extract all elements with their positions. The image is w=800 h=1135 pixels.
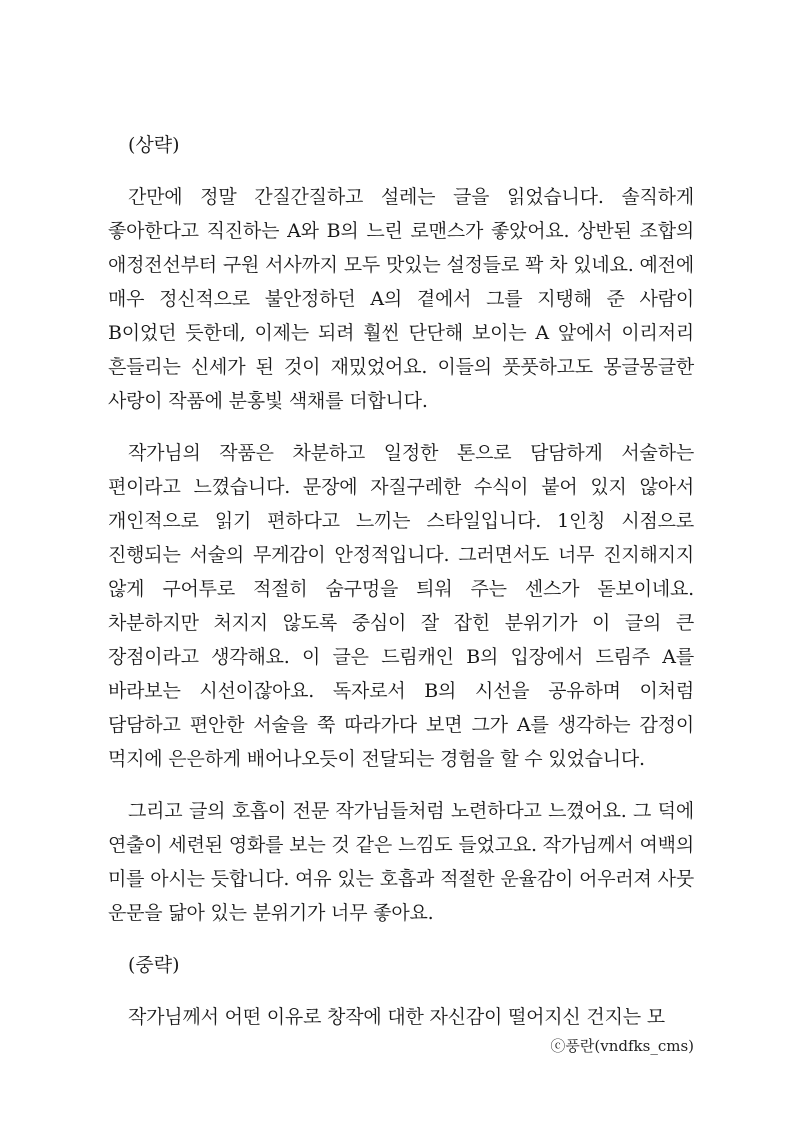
copyright-footer: ⓒ풍란(vndfks_cms) <box>550 1037 694 1055</box>
paragraph-1: 간만에 정말 간질간질하고 설레는 글을 읽었습니다. 솔직하게 좋아한다고 직진하는 A와 B의 느린 로맨스가 좋았어요. 상반된 조합의 애정전선부터 구원 서사까지 모두 맛있는 설정들로 꽉 차 있네요. 예전에 매우 정신적으로 불안정하던 A의 곁에서 그를 지탱해 준 사람이 B이었던 듯한데, 이제는 되려 훨씬 단단해 보이는 A 앞에서 이리저리 흔들리는 신세가 된 것이 재밌었어요. 이들의 풋풋하고도 몽글몽글한 사랑이 작품에 분홍빛 색채를 더합니다. <box>108 186 694 412</box>
paragraph-2: 작가님의 작품은 차분하고 일정한 톤으로 담담하게 서술하는 편이라고 느꼈습니다. 문장에 자질구레한 수식이 붙어 있지 않아서 개인적으로 읽기 편하다고 느끼는 스타일입니다. 1인칭 시점으로 진행되는 서술의 무게감이 안정적입니다. 그러면서도 너무 진지해지지 않게 구어투로 적절히 숨구멍을 틔워 주는 센스가 돋보이네요. 차분하지만 처지지 않도록 중심이 잘 잡힌 분위기가 이 글의 큰 장점이라고 생각해요. 이 글은 드림캐인 B의 입장에서 드림주 A를 바라보는 시선이잖아요. 독자로서 B의 시선을 공유하며 이처럼 담담하고 편안한 서술을 쭉 따라가다 보면 그가 A를 생각하는 감정이 먹지에 은은하게 배어나오듯이 전달되는 경험을 할 수 있었습니다. <box>108 442 694 770</box>
paragraph-4: 작가님께서 어떤 이유로 창작에 대한 자신감이 떨어지신 건지는 모 <box>128 1006 665 1028</box>
document-body <box>108 128 694 1052</box>
omission-marker-middle: (중략) <box>128 954 180 976</box>
omission-marker-top: (상략) <box>128 134 180 156</box>
paragraph-3: 그리고 글의 호흡이 전문 작가님들처럼 노련하다고 느꼈어요. 그 덕에 연출이 세련된 영화를 보는 것 같은 느낌도 들었고요. 작가님께서 여백의 미를 아시는 듯합니다. 여유 있는 호흡과 적절한 운율감이 어우러져 사뭇 운문을 닮아 있는 분위기가 너무 좋아요. <box>108 800 694 924</box>
